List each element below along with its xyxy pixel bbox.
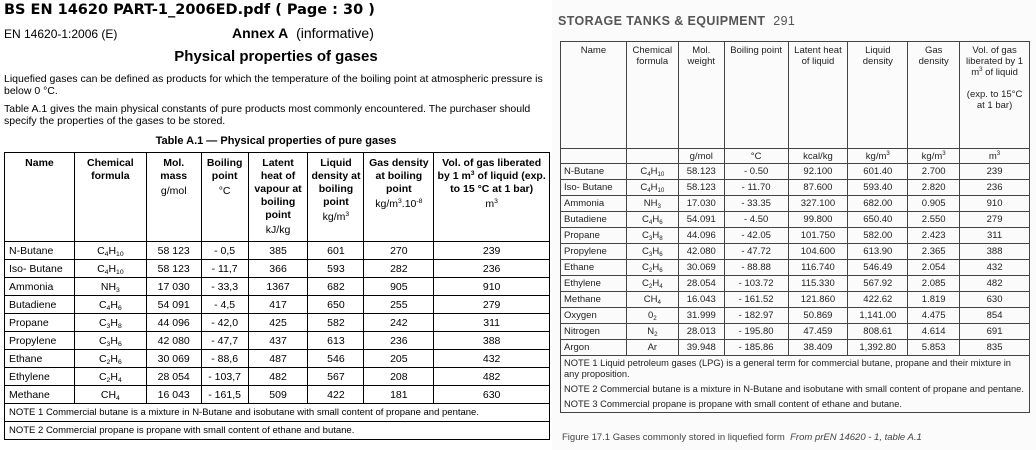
table-note-row: NOTE 1 Commercial butane is a mixture in N-Butane and isobutane with small content of propane and pentane.: [5, 404, 550, 422]
mass-cell: 16 043: [146, 386, 201, 404]
gas-name-cell: Butadiene: [561, 212, 627, 228]
weight-cell: 42.080: [678, 244, 724, 260]
header-liquid-density: Liquid density at boiling point $kg/m^3$: [308, 153, 364, 242]
bp-cell: - 161,5: [201, 386, 248, 404]
chemical-formula-cell: $0_2$: [626, 308, 678, 324]
density-cell: 546.49: [848, 260, 908, 276]
vol-cell: 630: [960, 292, 1030, 308]
table-row: [561, 260, 1030, 276]
gas-name-cell: Argon: [561, 340, 627, 356]
figure-caption: Figure 17.1 Gases commonly stored in liquefied form From prEN 14620 - 1, table A.1: [562, 432, 922, 443]
vol-cell: 239: [434, 242, 550, 260]
table-row: [561, 212, 1030, 228]
table-row: [561, 164, 1030, 180]
intro-paragraph: Liquefied gases can be defined as products for which the temperature of the boiling point at atmospheric pressure is below 0 °C.: [4, 73, 543, 97]
density-cell: 808.61: [848, 324, 908, 340]
latent-cell: 38.409: [788, 340, 848, 356]
mass-cell: 54 091: [146, 296, 201, 314]
gas-name-cell: Butadiene: [5, 296, 75, 314]
gas-cell: 0.905: [908, 196, 960, 212]
bp-cell: - 11,7: [201, 260, 248, 278]
vol-cell: 630: [434, 386, 550, 404]
unit-row: g/mol °C kcal/kg $kg/m^3$ $kg/m^3$ $m^3$: [561, 149, 1030, 164]
table-row: [561, 308, 1030, 324]
latent-cell: 87.600: [788, 180, 848, 196]
density-cell: 593: [308, 260, 364, 278]
table-row: [5, 350, 550, 368]
header-weight: Mol. weight: [678, 42, 724, 149]
vol-cell: 239: [960, 164, 1030, 180]
gas-name-cell: Methane: [561, 292, 627, 308]
header-gas-density: Gas density: [908, 42, 960, 149]
gas-cell: 236: [364, 332, 434, 350]
bp-cell: - 33,3: [201, 278, 248, 296]
header-gas-volume: Vol. of gas liberated by 1 $m^3$ of liquid (exp. to 15°C at 1 bar): [960, 42, 1030, 149]
latent-cell: 366: [248, 260, 308, 278]
weight-cell: 58.123: [678, 180, 724, 196]
annex-heading: Annex A (informative): [232, 25, 374, 41]
weight-cell: 28.013: [678, 324, 724, 340]
bp-cell: - 0.50: [724, 164, 788, 180]
gas-name-cell: Ethane: [561, 260, 627, 276]
header-gas-volume: Vol. of gas liberated by 1 $m^3$ of liquid (exp. to 15 °C at 1 bar) $m^3$: [434, 153, 550, 242]
gas-cell: 282: [364, 260, 434, 278]
latent-cell: 482: [248, 368, 308, 386]
chemical-formula-cell: $C_2H_6$: [626, 260, 678, 276]
density-cell: 650: [308, 296, 364, 314]
gas-name-cell: Ethane: [5, 350, 75, 368]
bp-cell: - 185.86: [724, 340, 788, 356]
chemical-formula-cell: $C_4H_{10}$: [626, 164, 678, 180]
table-intro-paragraph: Table A.1 gives the main physical constants of pure products most commonly encountered. The purchaser should specify the properties of the gases to be stored.: [4, 103, 531, 127]
header-latent-heat: Latent heat of liquid: [788, 42, 848, 149]
bp-cell: - 33.35: [724, 196, 788, 212]
header-formula: Chemical formula: [74, 153, 146, 242]
latent-cell: 327.100: [788, 196, 848, 212]
latent-cell: 385: [248, 242, 308, 260]
latent-cell: 115.330: [788, 276, 848, 292]
gas-name-cell: Propane: [5, 314, 75, 332]
gas-cell: 1.819: [908, 292, 960, 308]
vol-cell: 854: [960, 308, 1030, 324]
latent-cell: 417: [248, 296, 308, 314]
right-book-page-panel: [552, 0, 1036, 450]
gas-name-cell: Ammonia: [5, 278, 75, 296]
header-name: Name: [561, 42, 627, 149]
chemical-formula-cell: $N_2$: [626, 324, 678, 340]
vol-cell: 482: [960, 276, 1030, 292]
vol-cell: 311: [434, 314, 550, 332]
chemical-formula-cell: $C_4H_6$: [626, 212, 678, 228]
chemical-formula-cell: Ar: [626, 340, 678, 356]
table-row: [561, 276, 1030, 292]
density-cell: 1,392.80: [848, 340, 908, 356]
weight-cell: 31.999: [678, 308, 724, 324]
latent-cell: 437: [248, 332, 308, 350]
chemical-formula-cell: $C_3H_8$: [74, 314, 146, 332]
table-row: [561, 244, 1030, 260]
bp-cell: - 42.05: [724, 228, 788, 244]
vol-cell: 388: [434, 332, 550, 350]
vol-cell: 279: [434, 296, 550, 314]
weight-cell: 54.091: [678, 212, 724, 228]
latent-cell: 116.740: [788, 260, 848, 276]
book-page-header: STORAGE TANKS & EQUIPMENT 291: [558, 14, 796, 28]
mass-cell: 58 123: [146, 242, 201, 260]
latent-cell: 509: [248, 386, 308, 404]
bp-cell: - 88.88: [724, 260, 788, 276]
gas-cell: 2.700: [908, 164, 960, 180]
table-header-row: [561, 42, 1030, 149]
chemical-formula-cell: $C_3H_6$: [74, 332, 146, 350]
table-row: [5, 332, 550, 350]
weight-cell: 17.030: [678, 196, 724, 212]
bp-cell: - 4,5: [201, 296, 248, 314]
chemical-formula-cell: $C_4H_{10}$: [74, 242, 146, 260]
gas-cell: 270: [364, 242, 434, 260]
standard-code: EN 14620-1:2006 (E): [4, 27, 118, 41]
vol-cell: 691: [960, 324, 1030, 340]
latent-cell: 99.800: [788, 212, 848, 228]
document-title: BS EN 14620 PART-1_2006ED.pdf ( Page : 30 ): [4, 2, 375, 18]
chemical-formula-cell: $C_2H_4$: [74, 368, 146, 386]
weight-cell: 30.069: [678, 260, 724, 276]
gas-name-cell: Ethylene: [5, 368, 75, 386]
gas-cell: 2.550: [908, 212, 960, 228]
chemical-formula-cell: $CH_4$: [626, 292, 678, 308]
density-cell: 613: [308, 332, 364, 350]
gas-name-cell: Propane: [561, 228, 627, 244]
table-row: [5, 260, 550, 278]
density-cell: 422: [308, 386, 364, 404]
bp-cell: - 0,5: [201, 242, 248, 260]
vol-cell: 279: [960, 212, 1030, 228]
table-note-row: NOTE 1 Liquid petroleum gases (LPG) is a general term for commercial butane, propane and their mixture in any proposition. NOTE 2 Commercial butane is a mixture in N-Butane and isobutane with small content of propane and pentane. NOTE 3 Commercial propane is propane with small content of ethane and butane.: [561, 356, 1030, 413]
chemical-formula-cell: $CH_4$: [74, 386, 146, 404]
vol-cell: 236: [434, 260, 550, 278]
vol-cell: 910: [434, 278, 550, 296]
vol-cell: 311: [960, 228, 1030, 244]
header-liquid-density: Liquid density: [848, 42, 908, 149]
table-row: [5, 296, 550, 314]
latent-cell: 47.459: [788, 324, 848, 340]
gas-name-cell: Methane: [5, 386, 75, 404]
latent-cell: 92.100: [788, 164, 848, 180]
right-properties-table: [560, 41, 1030, 413]
gas-cell: 4.475: [908, 308, 960, 324]
density-cell: 650.40: [848, 212, 908, 228]
weight-cell: 58.123: [678, 164, 724, 180]
header-mass: Mol. mass g/mol: [146, 153, 201, 242]
density-cell: 567: [308, 368, 364, 386]
chemical-formula-cell: $C_3H_8$: [626, 228, 678, 244]
weight-cell: 44.096: [678, 228, 724, 244]
table-row: [561, 180, 1030, 196]
chemical-formula-cell: $NH_3$: [74, 278, 146, 296]
vol-cell: 910: [960, 196, 1030, 212]
density-cell: 613.90: [848, 244, 908, 260]
bp-cell: - 11.70: [724, 180, 788, 196]
bp-cell: - 47,7: [201, 332, 248, 350]
gas-name-cell: N-Butane: [5, 242, 75, 260]
gas-cell: 2.054: [908, 260, 960, 276]
chemical-formula-cell: $C_2H_4$: [626, 276, 678, 292]
table-row: [561, 292, 1030, 308]
gas-name-cell: Iso- Butane: [5, 260, 75, 278]
gas-cell: 208: [364, 368, 434, 386]
header-name: Name: [5, 153, 75, 242]
gas-name-cell: Ethylene: [561, 276, 627, 292]
gas-name-cell: Propylene: [561, 244, 627, 260]
bp-cell: - 4.50: [724, 212, 788, 228]
gas-cell: 2.423: [908, 228, 960, 244]
mass-cell: 44 096: [146, 314, 201, 332]
weight-cell: 39.948: [678, 340, 724, 356]
gas-name-cell: Ammonia: [561, 196, 627, 212]
chemical-formula-cell: $C_3H_6$: [626, 244, 678, 260]
mass-cell: 30 069: [146, 350, 201, 368]
header-gas-density: Gas density at boiling point $kg/m^3.10^{-8}$: [364, 153, 434, 242]
density-cell: 582.00: [848, 228, 908, 244]
mass-cell: 58 123: [146, 260, 201, 278]
gas-cell: 4.614: [908, 324, 960, 340]
bp-cell: - 47.72: [724, 244, 788, 260]
bp-cell: - 42,0: [201, 314, 248, 332]
left-properties-table: [4, 152, 550, 440]
table-row: [561, 340, 1030, 356]
vol-cell: 835: [960, 340, 1030, 356]
vol-cell: 432: [434, 350, 550, 368]
latent-cell: 101.750: [788, 228, 848, 244]
table-row: [561, 196, 1030, 212]
vol-cell: 432: [960, 260, 1030, 276]
gas-name-cell: Oxygen: [561, 308, 627, 324]
header-boiling-point: Boiling point °C: [201, 153, 248, 242]
table-row: [5, 242, 550, 260]
gas-name-cell: Iso- Butane: [561, 180, 627, 196]
latent-cell: 104.600: [788, 244, 848, 260]
density-cell: 682: [308, 278, 364, 296]
weight-cell: 28.054: [678, 276, 724, 292]
latent-cell: 1367: [248, 278, 308, 296]
gas-cell: 205: [364, 350, 434, 368]
gas-cell: 2.820: [908, 180, 960, 196]
chemical-formula-cell: $NH_3$: [626, 196, 678, 212]
mass-cell: 42 080: [146, 332, 201, 350]
density-cell: 1,141.00: [848, 308, 908, 324]
table-row: [5, 386, 550, 404]
bp-cell: - 103.72: [724, 276, 788, 292]
gas-name-cell: Nitrogen: [561, 324, 627, 340]
header-formula: Chemical formula: [626, 42, 678, 149]
gas-name-cell: N-Butane: [561, 164, 627, 180]
density-cell: 593.40: [848, 180, 908, 196]
mass-cell: 17 030: [146, 278, 201, 296]
density-cell: 582: [308, 314, 364, 332]
latent-cell: 121.860: [788, 292, 848, 308]
gas-cell: 255: [364, 296, 434, 314]
gas-cell: 242: [364, 314, 434, 332]
weight-cell: 16.043: [678, 292, 724, 308]
vol-cell: 388: [960, 244, 1030, 260]
chemical-formula-cell: $C_2H_6$: [74, 350, 146, 368]
vol-cell: 482: [434, 368, 550, 386]
gas-cell: 2.085: [908, 276, 960, 292]
table-note-row: NOTE 2 Commercial propane is propane with small content of ethane and butane.: [5, 422, 550, 440]
chemical-formula-cell: $C_4H_{10}$: [626, 180, 678, 196]
density-cell: 422.62: [848, 292, 908, 308]
header-boiling-point: Boiling point: [724, 42, 788, 149]
table-header-row: [5, 153, 550, 242]
table-caption: Table A.1 — Physical properties of pure gases: [155, 135, 397, 147]
gas-cell: 2.365: [908, 244, 960, 260]
bp-cell: - 195.80: [724, 324, 788, 340]
density-cell: 601: [308, 242, 364, 260]
gas-cell: 181: [364, 386, 434, 404]
gas-cell: 905: [364, 278, 434, 296]
latent-cell: 50.869: [788, 308, 848, 324]
vol-cell: 236: [960, 180, 1030, 196]
section-heading: Physical properties of gases: [174, 48, 378, 65]
bp-cell: - 182.97: [724, 308, 788, 324]
table-row: [5, 314, 550, 332]
bp-cell: - 103,7: [201, 368, 248, 386]
table-row: [561, 324, 1030, 340]
gas-cell: 5.853: [908, 340, 960, 356]
gas-name-cell: Propylene: [5, 332, 75, 350]
latent-cell: 425: [248, 314, 308, 332]
density-cell: 682.00: [848, 196, 908, 212]
bp-cell: - 88,6: [201, 350, 248, 368]
latent-cell: 487: [248, 350, 308, 368]
table-row: [5, 278, 550, 296]
density-cell: 546: [308, 350, 364, 368]
density-cell: 567.92: [848, 276, 908, 292]
table-row: [561, 228, 1030, 244]
mass-cell: 28 054: [146, 368, 201, 386]
table-row: [5, 368, 550, 386]
chemical-formula-cell: $C_4H_{10}$: [74, 260, 146, 278]
density-cell: 601.40: [848, 164, 908, 180]
header-latent-heat: Latent heat of vapour at boiling point kJ/kg: [248, 153, 308, 242]
chemical-formula-cell: $C_4H_6$: [74, 296, 146, 314]
bp-cell: - 161.52: [724, 292, 788, 308]
